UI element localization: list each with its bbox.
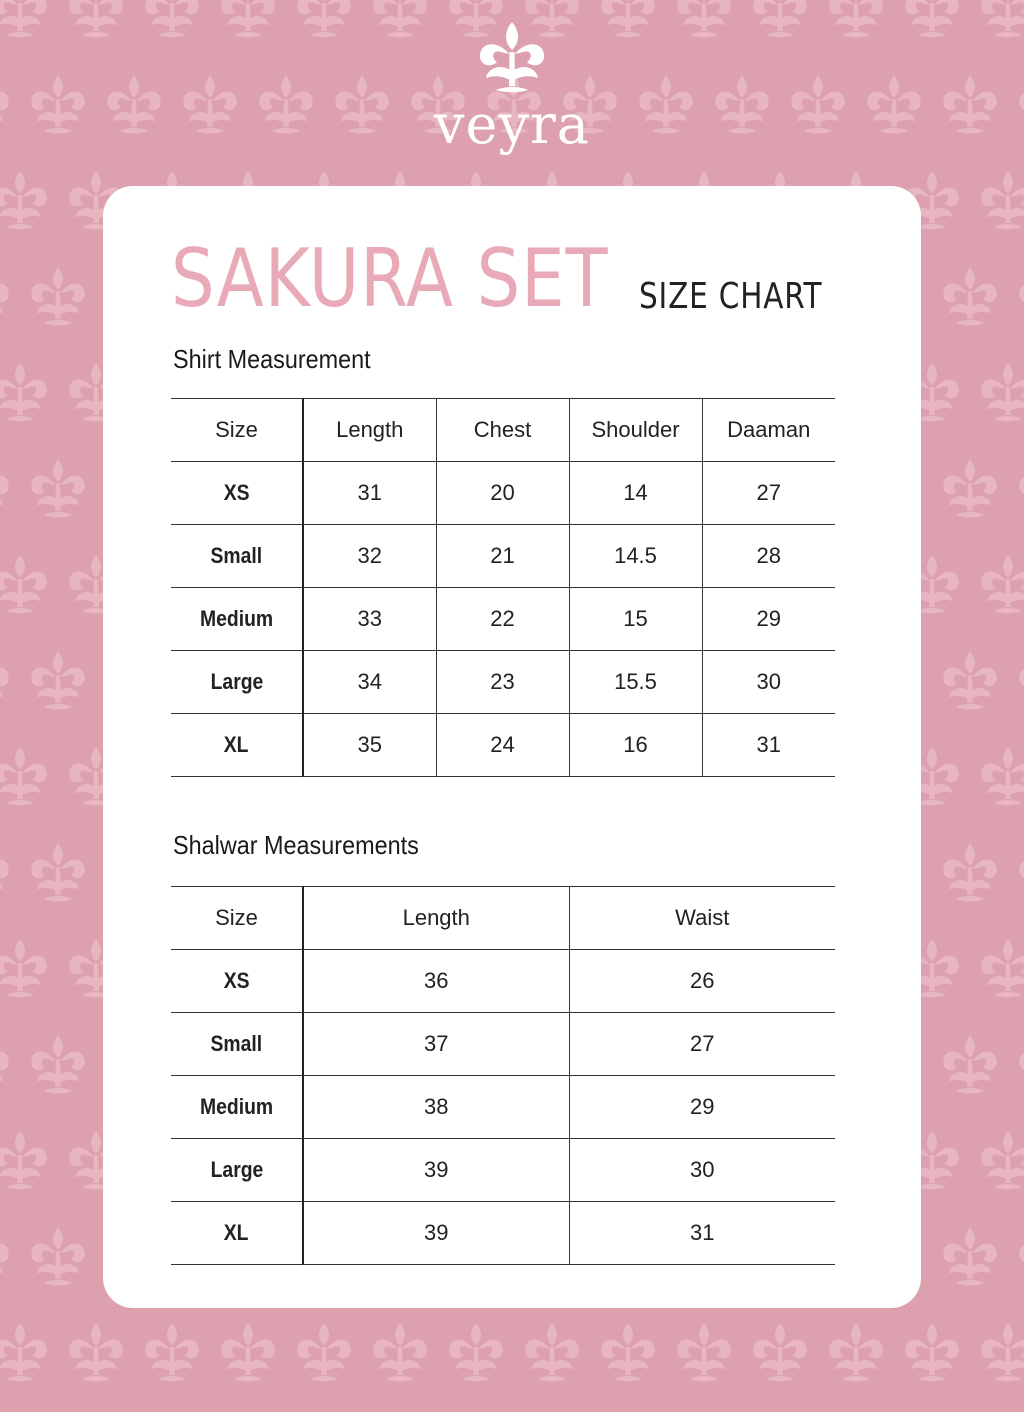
floral-motif xyxy=(0,747,47,805)
floral-motif xyxy=(0,459,9,517)
floral-motif xyxy=(0,1131,47,1189)
size-label: XS xyxy=(171,462,303,525)
measurement-cell: 38 xyxy=(303,1076,569,1139)
floral-motif xyxy=(1019,843,1024,901)
size-label: Small xyxy=(171,525,303,588)
floral-motif xyxy=(31,1227,84,1285)
floral-motif xyxy=(981,363,1024,421)
floral-motif xyxy=(1019,1035,1024,1093)
measurement-cell: 39 xyxy=(303,1139,569,1202)
brand-logo xyxy=(0,20,1024,156)
measurement-cell: 20 xyxy=(436,462,569,525)
measurement-cell: 29 xyxy=(702,588,835,651)
measurement-cell: 35 xyxy=(303,714,436,777)
floral-motif xyxy=(0,843,9,901)
floral-motif xyxy=(981,747,1024,805)
shirt-header-size: Size xyxy=(171,399,303,462)
floral-motif xyxy=(449,1323,502,1381)
size-label: Large xyxy=(171,1139,303,1202)
floral-motif xyxy=(601,1323,654,1381)
size-chart-title: SIZE CHART xyxy=(639,276,823,317)
floral-motif xyxy=(943,651,996,709)
shirt-header-daaman: Daaman xyxy=(702,399,835,462)
table-row xyxy=(171,651,835,714)
floral-motif xyxy=(525,1323,578,1381)
floral-motif xyxy=(373,1323,426,1381)
shalwar-measurement-table xyxy=(171,886,835,1265)
floral-motif xyxy=(1019,459,1024,517)
shirt-header-length: Length xyxy=(303,399,436,462)
measurement-cell: 33 xyxy=(303,588,436,651)
measurement-cell: 37 xyxy=(303,1013,569,1076)
shirt-header-row xyxy=(171,399,835,462)
measurement-cell: 32 xyxy=(303,525,436,588)
table-row xyxy=(171,1076,835,1139)
measurement-cell: 26 xyxy=(569,950,835,1013)
measurement-cell: 31 xyxy=(702,714,835,777)
shalwar-header-row xyxy=(171,887,835,950)
size-label: Large xyxy=(171,651,303,714)
size-label: Small xyxy=(171,1013,303,1076)
table-row xyxy=(171,1013,835,1076)
floral-motif xyxy=(981,1131,1024,1189)
floral-motif xyxy=(31,1035,84,1093)
shalwar-header-size: Size xyxy=(171,887,303,950)
size-label: XL xyxy=(171,714,303,777)
product-title: SAKURA SET xyxy=(171,232,609,325)
measurement-cell: 22 xyxy=(436,588,569,651)
floral-motif xyxy=(981,171,1024,229)
shalwar-header-waist: Waist xyxy=(569,887,835,950)
floral-motif xyxy=(69,1323,122,1381)
floral-motif xyxy=(0,651,9,709)
size-label: XL xyxy=(171,1202,303,1265)
floral-motif xyxy=(31,843,84,901)
measurement-cell: 16 xyxy=(569,714,702,777)
size-label: Medium xyxy=(171,588,303,651)
floral-motif xyxy=(1019,267,1024,325)
floral-motif xyxy=(1019,1227,1024,1285)
shirt-measurement-table xyxy=(171,398,835,777)
floral-motif xyxy=(0,363,47,421)
floral-motif xyxy=(31,651,84,709)
floral-motif xyxy=(145,1323,198,1381)
table-row xyxy=(171,950,835,1013)
floral-motif xyxy=(0,1227,9,1285)
shalwar-header-length: Length xyxy=(303,887,569,950)
shirt-header-chest: Chest xyxy=(436,399,569,462)
measurement-cell: 31 xyxy=(569,1202,835,1265)
lotus-icon xyxy=(477,20,547,96)
floral-motif xyxy=(0,1035,9,1093)
measurement-cell: 29 xyxy=(569,1076,835,1139)
shalwar-section-label: Shalwar Measurements xyxy=(173,830,419,860)
size-label: Medium xyxy=(171,1076,303,1139)
floral-motif xyxy=(943,1227,996,1285)
measurement-cell: 27 xyxy=(569,1013,835,1076)
floral-motif xyxy=(297,1323,350,1381)
table-row xyxy=(171,1202,835,1265)
table-row xyxy=(171,714,835,777)
floral-motif xyxy=(0,267,9,325)
floral-motif xyxy=(753,1323,806,1381)
table-row xyxy=(171,1139,835,1202)
floral-motif xyxy=(943,459,996,517)
floral-motif xyxy=(1019,651,1024,709)
floral-motif xyxy=(943,267,996,325)
measurement-cell: 27 xyxy=(702,462,835,525)
floral-motif xyxy=(0,555,47,613)
floral-motif xyxy=(0,171,47,229)
measurement-cell: 39 xyxy=(303,1202,569,1265)
floral-motif xyxy=(981,939,1024,997)
floral-motif xyxy=(981,555,1024,613)
measurement-cell: 36 xyxy=(303,950,569,1013)
measurement-cell: 34 xyxy=(303,651,436,714)
measurement-cell: 14 xyxy=(569,462,702,525)
floral-motif xyxy=(31,459,84,517)
floral-motif xyxy=(31,267,84,325)
table-row xyxy=(171,588,835,651)
floral-motif xyxy=(0,1323,47,1381)
size-label: XS xyxy=(171,950,303,1013)
floral-motif xyxy=(829,1323,882,1381)
shirt-section-label: Shirt Measurement xyxy=(173,344,371,374)
floral-motif xyxy=(0,939,47,997)
brand-name: veyra xyxy=(434,93,590,156)
title-row xyxy=(171,234,871,324)
table-row xyxy=(171,462,835,525)
measurement-cell: 14.5 xyxy=(569,525,702,588)
floral-motif xyxy=(677,1323,730,1381)
measurement-cell: 31 xyxy=(303,462,436,525)
floral-motif xyxy=(221,1323,274,1381)
measurement-cell: 24 xyxy=(436,714,569,777)
measurement-cell: 15.5 xyxy=(569,651,702,714)
measurement-cell: 30 xyxy=(569,1139,835,1202)
floral-motif xyxy=(943,1035,996,1093)
measurement-cell: 28 xyxy=(702,525,835,588)
floral-motif xyxy=(981,1323,1024,1381)
floral-motif xyxy=(905,1323,958,1381)
shirt-header-shoulder: Shoulder xyxy=(569,399,702,462)
size-chart-card xyxy=(103,186,921,1308)
measurement-cell: 21 xyxy=(436,525,569,588)
measurement-cell: 23 xyxy=(436,651,569,714)
measurement-cell: 30 xyxy=(702,651,835,714)
floral-motif xyxy=(943,843,996,901)
measurement-cell: 15 xyxy=(569,588,702,651)
table-row xyxy=(171,525,835,588)
